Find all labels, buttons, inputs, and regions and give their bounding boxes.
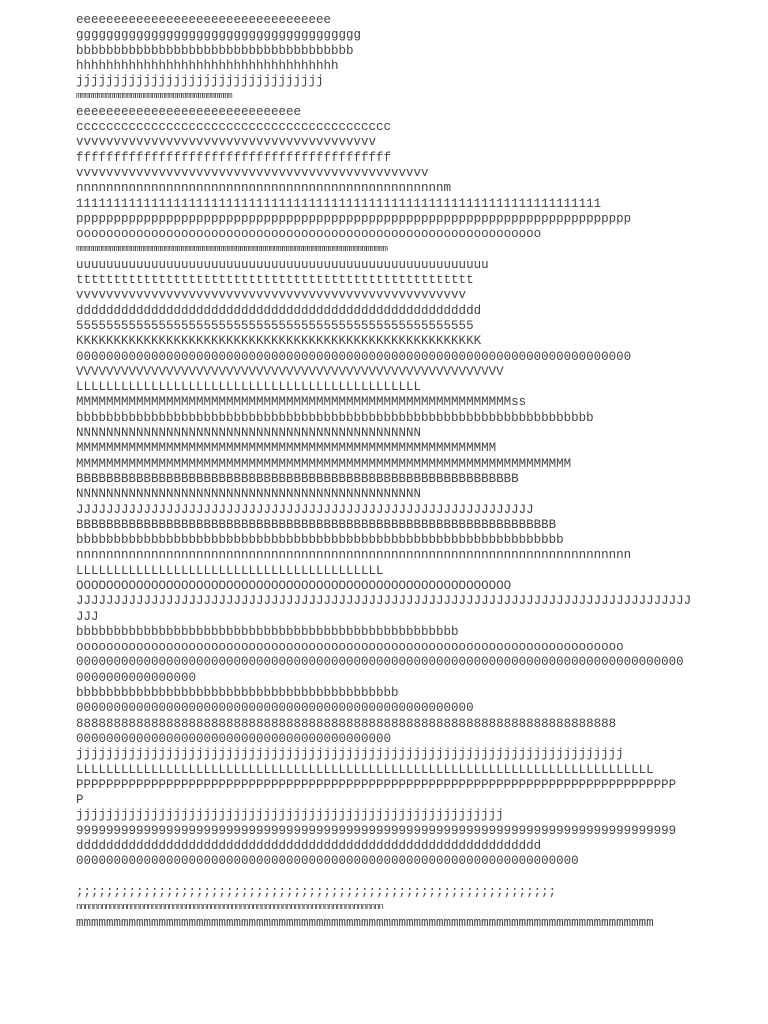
text-line: jjjjjjjjjjjjjjjjjjjjjjjjjjjjjjjjj bbox=[76, 74, 324, 89]
text-line: mmmmmmmmmmmmmmmmmmmmmmmmmmmmmmmmmmmmm bbox=[76, 91, 232, 102]
text-line: 000000000000000000000000000000000000000000000000000000000000000000000000000000000 bbox=[76, 655, 684, 670]
text-line: bbbbbbbbbbbbbbbbbbbbbbbbbbbbbbbbbbbbbbbbbbbbbbbbbbbbbbbbbbbbbbbbb bbox=[76, 533, 564, 548]
text-line: 0000000000000000000000000000000000000000000000000000000000000000000 bbox=[76, 854, 579, 869]
text-line: 1111111111111111111111111111111111111111111111111111111111111111111111 bbox=[76, 196, 602, 211]
text-line: NNNNNNNNNNNNNNNNNNNNNNNNNNNNNNNNNNNNNNNNNNNNNN bbox=[76, 487, 422, 502]
text-line: gggggggggggggggggggggggggggggggggggggg bbox=[76, 28, 362, 43]
text-line: JJJJJJJJJJJJJJJJJJJJJJJJJJJJJJJJJJJJJJJJJJJJJJJJJJJJJJJJJJJJJJJJJJJJJJJJJJJJJJJJJJ bbox=[76, 594, 692, 609]
text-line: bbbbbbbbbbbbbbbbbbbbbbbbbbbbbbbbbbbbb bbox=[76, 43, 354, 58]
text-line: eeeeeeeeeeeeeeeeeeeeeeeeeeeeeeeeee bbox=[76, 13, 332, 27]
text-line: JJJ bbox=[76, 609, 99, 624]
text-line: 888888888888888888888888888888888888888888888888888888888888888888888888 bbox=[76, 716, 617, 731]
text-line: KKKKKKKKKKKKKKKKKKKKKKKKKKKKKKKKKKKKKKKKKKKKKKKKKKKKKK bbox=[76, 334, 482, 349]
text-line: ffffffffffffffffffffffffffffffffffffffffff bbox=[76, 150, 392, 165]
text-line: dddddddddddddddddddddddddddddddddddddddddddddddddddddd bbox=[76, 303, 482, 318]
text-line: vvvvvvvvvvvvvvvvvvvvvvvvvvvvvvvvvvvvvvvvvvvvvvvvvvvv bbox=[76, 288, 467, 303]
text-line: vvvvvvvvvvvvvvvvvvvvvvvvvvvvvvvvvvvvvvvvvvvvvvv bbox=[76, 165, 429, 180]
text-line: bbbbbbbbbbbbbbbbbbbbbbbbbbbbbbbbbbbbbbbbbbbbbbbbbbbbbbbbbbbbbbbbbbbbb bbox=[76, 410, 594, 425]
text-line: mmmmmmmmmmmmmmmmmmmmmmmmmmmmmmmmmmmmmmmmmmmmmmmmmmmmmmmmmmmmmmmmmmmmmmmmmm bbox=[76, 244, 387, 255]
text-line: 0000000000000000 bbox=[76, 670, 197, 685]
text-line: 00000000000000000000000000000000000000000000000000000 bbox=[76, 701, 474, 716]
text-line: ooooooooooooooooooooooooooooooooooooooooooooooooooooooooooooooooooooooooo bbox=[76, 640, 624, 655]
text-line bbox=[76, 870, 676, 885]
text-line: PPPPPPPPPPPPPPPPPPPPPPPPPPPPPPPPPPPPPPPPPPPPPPPPPPPPPPPPPPPPPPPPPPPPPPPPPPPPPPPP bbox=[76, 777, 677, 792]
text-line: LLLLLLLLLLLLLLLLLLLLLLLLLLLLLLLLLLLLLLLLL bbox=[76, 563, 384, 578]
text-line: 55555555555555555555555555555555555555555555555555555 bbox=[76, 318, 474, 333]
text-line: 000000000000000000000000000000000000000000 bbox=[76, 731, 392, 746]
text-line: mmmmmmmmmmmmmmmmmmmmmmmmmmmmmmmmmmmmmmmmmmmmmmmmmmmmmmmmmmmmmmmmmmmmmmmmmmmmm bbox=[76, 915, 654, 930]
text-line: MMMMMMMMMMMMMMMMMMMMMMMMMMMMMMMMMMMMMMMMMMMMMMMMMMMMMMMM bbox=[76, 441, 497, 456]
text-line: vvvvvvvvvvvvvvvvvvvvvvvvvvvvvvvvvvvvvvvv bbox=[76, 135, 377, 150]
text-line: 99999999999999999999999999999999999999999999999999999999999999999999999999999999 bbox=[76, 823, 677, 838]
text-line: 00000000000000000000000000000000000000000000000000000000000000000000000000 bbox=[76, 349, 632, 364]
text-line: nnnnnnnnnnnnnnnnnnnnnnnnnnnnnnnnnnnnnnnnnnnnnnnnnm bbox=[76, 181, 452, 196]
text-line: cccccccccccccccccccccccccccccccccccccccccc bbox=[76, 120, 392, 135]
text-line: uuuuuuuuuuuuuuuuuuuuuuuuuuuuuuuuuuuuuuuuuuuuuuuuuuuuuuu bbox=[76, 257, 489, 272]
text-line: OOOOOOOOOOOOOOOOOOOOOOOOOOOOOOOOOOOOOOOOOOOOOOOOOOOOOOOOOO bbox=[76, 578, 512, 593]
text-line: BBBBBBBBBBBBBBBBBBBBBBBBBBBBBBBBBBBBBBBBBBBBBBBBBBBBBBBBBBBBBBBB bbox=[76, 517, 557, 532]
text-line: ;;;;;;;;;;;;;;;;;;;;;;;;;;;;;;;;;;;;;;;;;;;;;;;;;;;;;;;;;;;;;;;; bbox=[76, 884, 557, 899]
text-line: MMMMMMMMMMMMMMMMMMMMMMMMMMMMMMMMMMMMMMMMMMMMMMMMMMMMMMMMMMss bbox=[76, 395, 527, 410]
text-line: MMMMMMMMMMMMMMMMMMMMMMMMMMMMMMMMMMMMMMMMMMMMMMMMMMMMMMMMMMMMMMMMMM bbox=[76, 456, 572, 471]
text-line: VVVVVVVVVVVVVVVVVVVVVVVVVVVVVVVVVVVVVVVVVVVVVVVVVVVVVVVVV bbox=[76, 364, 504, 379]
text-line: nnnnnnnnnnnnnnnnnnnnnnnnnnnnnnnnnnnnnnnnnnnnnnnnnnnnnnnnnnnnnnnnnnnnnnnnn bbox=[76, 902, 383, 913]
text-line: pppppppppppppppppppppppppppppppppppppppppppppppppppppppppppppppppppppppppp bbox=[76, 211, 632, 226]
text-line: bbbbbbbbbbbbbbbbbbbbbbbbbbbbbbbbbbbbbbbbbbb bbox=[76, 686, 399, 701]
text-line: oooooooooooooooooooooooooooooooooooooooooooooooooooooooooooooo bbox=[76, 227, 542, 242]
text-line: LLLLLLLLLLLLLLLLLLLLLLLLLLLLLLLLLLLLLLLLLLLLLL bbox=[76, 380, 422, 395]
text-line: bbbbbbbbbbbbbbbbbbbbbbbbbbbbbbbbbbbbbbbbbbbbbbbbbbb bbox=[76, 624, 459, 639]
text-line: LLLLLLLLLLLLLLLLLLLLLLLLLLLLLLLLLLLLLLLLLLLLLLLLLLLLLLLLLLLLLLLLLLLLLLLLLLLLL bbox=[76, 762, 654, 777]
text-line: dddddddddddddddddddddddddddddddddddddddddddddddddddddddddddddd bbox=[76, 839, 542, 854]
text-line: jjjjjjjjjjjjjjjjjjjjjjjjjjjjjjjjjjjjjjjjjjjjjjjjjjjjjjjjj bbox=[76, 808, 504, 823]
text-line: hhhhhhhhhhhhhhhhhhhhhhhhhhhhhhhhhhh bbox=[76, 58, 339, 73]
text-line: BBBBBBBBBBBBBBBBBBBBBBBBBBBBBBBBBBBBBBBBBBBBBBBBBBBBBBBBBBB bbox=[76, 471, 519, 486]
text-line: NNNNNNNNNNNNNNNNNNNNNNNNNNNNNNNNNNNNNNNNNNNNNN bbox=[76, 426, 422, 441]
document-text-block bbox=[76, 13, 692, 931]
text-line: jjjjjjjjjjjjjjjjjjjjjjjjjjjjjjjjjjjjjjjjjjjjjjjjjjjjjjjjjjjjjjjjjjjjjjjjj bbox=[76, 747, 624, 762]
text-line: JJJJJJJJJJJJJJJJJJJJJJJJJJJJJJJJJJJJJJJJJJJJJJJJJJJJJJJJJJJJJ bbox=[76, 502, 534, 517]
text-line: nnnnnnnnnnnnnnnnnnnnnnnnnnnnnnnnnnnnnnnnnnnnnnnnnnnnnnnnnnnnnnnnnnnnnnnnnn bbox=[76, 548, 632, 563]
text-line: ttttttttttttttttttttttttttttttttttttttttttttttttttttt bbox=[76, 273, 474, 288]
text-line: eeeeeeeeeeeeeeeeeeeeeeeeeeeeee bbox=[76, 104, 302, 119]
text-line: P bbox=[76, 793, 84, 808]
